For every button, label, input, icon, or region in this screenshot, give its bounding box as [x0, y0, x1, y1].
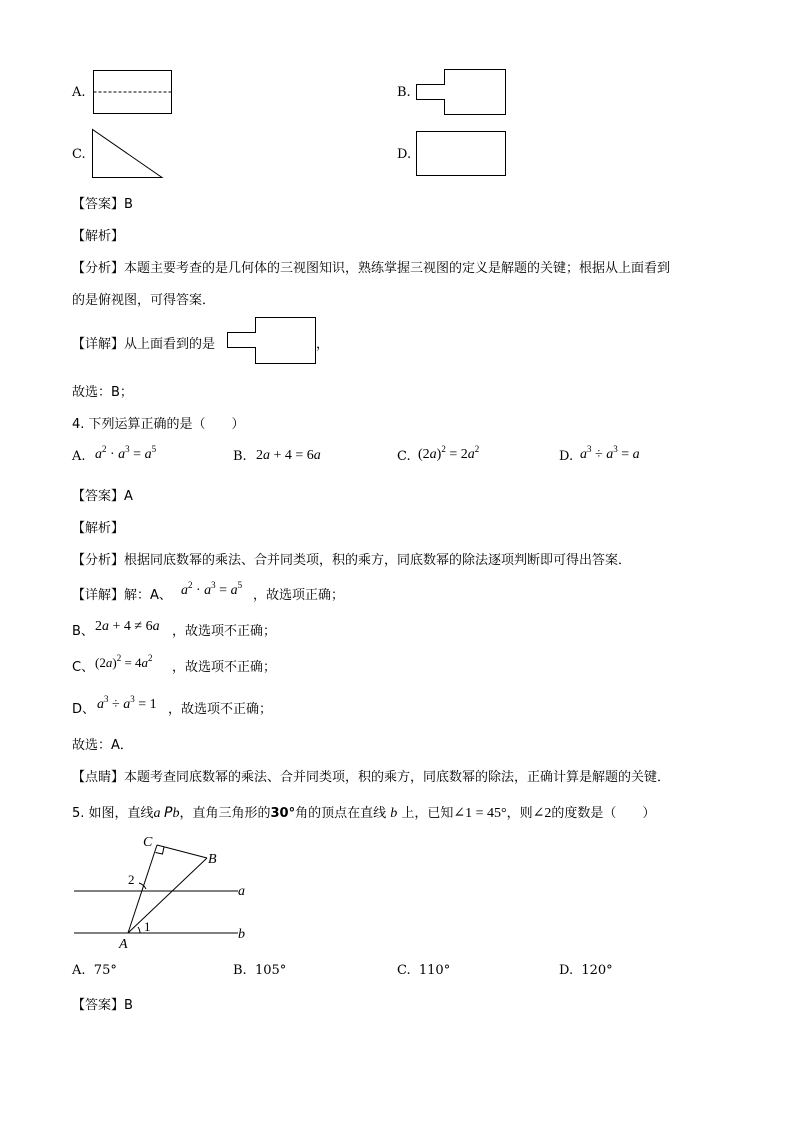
q5-option-c: C. 110° — [397, 963, 451, 978]
q4-option-d-expr: $a^3 \div a^3 = a$ — [580, 444, 640, 462]
angle1-given-expr: ∠1 = 45° — [453, 806, 507, 821]
q4-option-c-expr: $(2a)^2 = 2a^2$ — [418, 444, 480, 462]
option-d-figure — [416, 131, 508, 177]
q4-option-b-label: B. — [233, 449, 247, 464]
option-a-figure — [93, 70, 173, 115]
q4-d-suffix: ，故选项不正确； — [168, 702, 273, 717]
option-c-label: C. — [72, 147, 86, 162]
label-line-b: b — [238, 927, 245, 942]
option-b-label: B. — [397, 85, 411, 100]
q5-option-a: A. 75° — [72, 963, 117, 978]
option-d-label: D. — [397, 147, 412, 162]
q4-c-prefix: C、 — [72, 660, 95, 675]
q4-choose: 故选：A． — [72, 738, 133, 753]
label-angle-2: 2 — [128, 872, 135, 887]
q4-detail-c-expr: $(2a)^2 = 4a^2$ — [95, 653, 153, 670]
q3-analysis-title: 【解析】 — [72, 229, 125, 244]
q4-b-prefix: B、 — [72, 624, 94, 639]
q5-figure — [70, 832, 260, 954]
q4-option-a-expr: $a^2 \cdot a^3 = a^5$ — [95, 444, 157, 462]
q3-choose: 故选：B； — [72, 385, 133, 400]
q4-analysis-title: 【解析】 — [72, 521, 125, 536]
option-a-label: A. — [72, 85, 86, 100]
q5-option-b: B. 105° — [233, 963, 287, 978]
label-line-a: a — [238, 884, 245, 899]
q4-detail-d-expr: $a^3 \div a^3 = 1$ — [97, 694, 157, 712]
q4-stem: 4. 下列运算正确的是（ ） — [72, 417, 245, 432]
option-b-figure — [416, 69, 508, 116]
q5-answer: 【答案】B — [72, 998, 133, 1013]
angle2-expr: ∠2 — [532, 806, 552, 821]
q3-fenxi-line1: 【分析】本题主要考查的是几何体的三视图知识，熟练掌握三视图的定义是解题的关键；根据从上面看到 — [72, 261, 671, 276]
q4-answer: 【答案】A — [72, 489, 133, 504]
q3-answer: 【答案】B — [72, 197, 133, 212]
q5-option-d: D. 120° — [559, 963, 613, 978]
q4-b-suffix: ，故选项不正确； — [172, 624, 277, 639]
q4-d-prefix: D、 — [72, 702, 96, 717]
q3-detail-figure — [227, 317, 319, 365]
label-c: C — [143, 835, 153, 850]
q4-detail-a-expr: $a^2 \cdot a^3 = a^5$ — [181, 580, 243, 598]
q4-option-a-label: A. — [72, 449, 86, 464]
q4-c-suffix: ，故选项不正确； — [172, 660, 277, 675]
label-angle-1: 1 — [144, 919, 151, 934]
q4-option-d-label: D. — [559, 449, 574, 464]
label-b-vertex: B — [208, 852, 217, 867]
q5-stem: 5. 如图，直线a Pb，直角三角形的30°角的顶点在直线 b 上，已知∠1 = 45°，则∠2的度数是（ ） — [72, 805, 656, 821]
q4-fenxi: 【分析】根据同底数幂的乘法、合并同类项，积的乘方，同底数幂的除法逐项判断即可得出答案． — [72, 553, 632, 568]
q3-fenxi-line2: 的是俯视图，可得答案． — [72, 293, 216, 308]
q4-detail-prefix: 【详解】解：A、 — [72, 588, 172, 603]
q4-option-c-label: C. — [397, 449, 411, 464]
q3-detail-text: 【详解】从上面看到的是 — [72, 337, 216, 352]
option-c-figure — [92, 129, 164, 179]
q4-detail-b-expr: 2a + 4 ≠ 6a — [95, 619, 160, 634]
parallel-lines-expr: a Pb — [153, 805, 180, 821]
q3-detail-suffix: ， — [316, 337, 330, 352]
q4-comment: 【点睛】本题考查同底数幂的乘法、合并同类项，积的乘方，同底数幂的除法，正确计算是解题的关键． — [72, 770, 671, 785]
q4-detail-a-suffix: ，故选项正确； — [253, 588, 345, 603]
label-a-vertex: A — [119, 937, 128, 952]
q4-option-b-expr: 2a + 4 = 6a — [256, 448, 321, 463]
